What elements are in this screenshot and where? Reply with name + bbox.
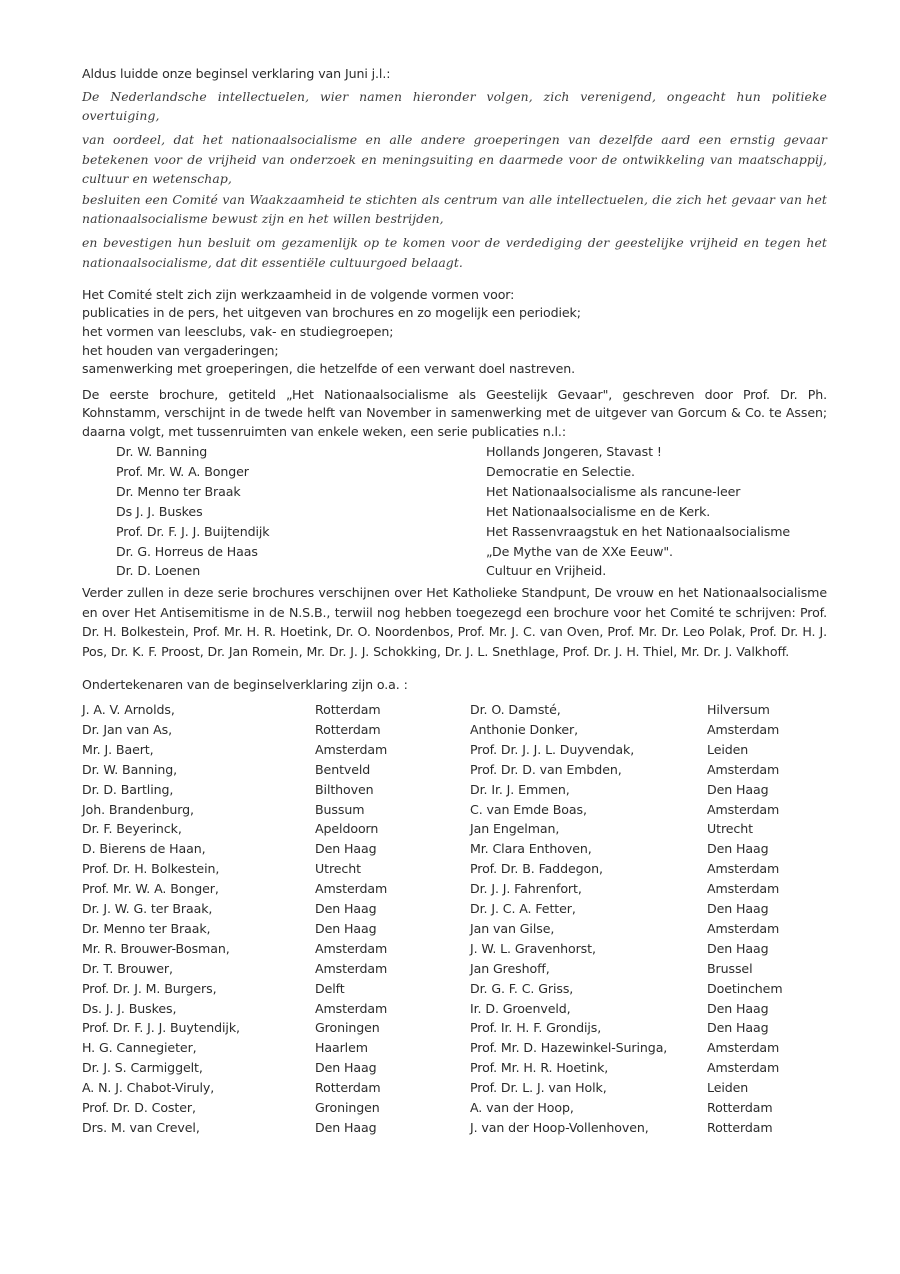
series-title: Democratie en Selectie. (486, 463, 635, 479)
signer-name: Prof. Dr. D. van Embden, (470, 761, 622, 777)
activity-item: het houden van vergaderingen; (82, 342, 279, 358)
activity-item: het vormen van leesclubs, vak- en studiegroepen; (82, 324, 394, 340)
activity-item: publicaties in de pers, het uitgeven van brochures en zo mogelijk een periodiek; (82, 305, 581, 321)
signer-city: Leiden (707, 741, 749, 757)
signer-name: Prof. Mr. H. R. Hoetink, (470, 1060, 609, 1076)
signer-name: J. van der Hoop-Vollenhoven, (470, 1120, 649, 1136)
signer-city: Amsterdam (707, 801, 780, 817)
signer-city: Groningen (315, 1020, 380, 1036)
signer-city: Bentveld (315, 761, 371, 777)
signer-name: Mr. R. Brouwer-Bosman, (82, 940, 230, 956)
signer-city: Amsterdam (315, 881, 388, 897)
signer-city: Amsterdam (707, 1060, 780, 1076)
series-title: Het Nationaalsocialisme en de Kerk. (486, 503, 711, 519)
signer-name: A. van der Hoop, (470, 1100, 574, 1116)
declaration-paragraph: De Nederlandsche intellectuelen, wier namen hieronder volgen, zich verenigend, ongeacht hun politieke overtuiging, (82, 89, 827, 124)
signer-name: Prof. Mr. D. Hazewinkel-Suringa, (470, 1040, 668, 1056)
signer-city: Amsterdam (315, 960, 388, 976)
signer-city: Amsterdam (707, 920, 780, 936)
signer-city: Den Haag (315, 920, 377, 936)
signer-name: A. N. J. Chabot-Viruly, (82, 1080, 215, 1096)
signer-city: Delft (315, 980, 345, 996)
signer-city: Rotterdam (707, 1100, 773, 1116)
brochure-series-list (116, 442, 827, 581)
signer-city: Den Haag (707, 781, 769, 797)
signer-name: Jan Engelman, (470, 821, 560, 837)
signer-name: Dr. W. Banning, (82, 761, 178, 777)
signer-name: H. G. Cannegieter, (82, 1040, 197, 1056)
signer-city: Den Haag (315, 841, 377, 857)
signer-city: Den Haag (707, 901, 769, 917)
series-title: Cultuur en Vrijheid. (486, 563, 607, 579)
signer-city: Brussel (707, 960, 753, 976)
signer-city: Den Haag (315, 1120, 377, 1136)
series-author: Dr. D. Loenen (116, 563, 201, 579)
activities-list (82, 286, 827, 379)
signer-name: Dr. J. C. A. Fetter, (470, 901, 576, 917)
signer-name: Prof. Mr. W. A. Bonger, (82, 881, 219, 897)
signer-city: Amsterdam (707, 761, 780, 777)
series-title: Het Rassenvraagstuk en het Nationaalsocialisme (486, 523, 791, 539)
signer-name: J. A. V. Arnolds, (82, 701, 175, 717)
signer-name: Prof. Dr. H. Bolkestein, (82, 861, 220, 877)
signer-city: Rotterdam (315, 721, 381, 737)
declaration-paragraph: en bevestigen hun besluit om gezamenlijk op te komen voor de verdediging der geestelijke vrijheid en tegen het nationaalsocialisme, dat dit essentiële cultuurgoed belaagt. (82, 235, 827, 270)
series-author: Prof. Mr. W. A. Bonger (116, 463, 249, 479)
series-author: Ds J. J. Buskes (116, 503, 203, 519)
series-author: Prof. Dr. F. J. J. Buijtendijk (116, 523, 270, 539)
signer-city: Utrecht (315, 861, 361, 877)
signer-city: Amsterdam (707, 881, 780, 897)
signer-name: D. Bierens de Haan, (82, 841, 206, 857)
signer-name: Jan van Gilse, (470, 920, 555, 936)
activities-heading: Het Comité stelt zich zijn werkzaamheid in de volgende vormen voor: (82, 286, 515, 302)
signer-city: Amsterdam (315, 1000, 388, 1016)
signer-city: Apeldoorn (315, 821, 379, 837)
series-title: Het Nationaalsocialisme als rancune-leer (486, 483, 741, 499)
signer-city: Den Haag (315, 1060, 377, 1076)
signer-name: Ir. D. Groenveld, (470, 1000, 571, 1016)
signer-city: Leiden (707, 1080, 749, 1096)
signer-name: Prof. Dr. L. J. van Holk, (470, 1080, 607, 1096)
signer-name: Mr. Clara Enthoven, (470, 841, 592, 857)
signer-name: Dr. J. S. Carmiggelt, (82, 1060, 203, 1076)
intro-line: Aldus luidde onze beginsel verklaring van Juni j.l.: (82, 66, 391, 81)
signer-name: Anthonie Donker, (470, 721, 579, 737)
signer-city: Hilversum (707, 701, 770, 717)
signer-name: Prof. Dr. J. J. L. Duyvendak, (470, 741, 635, 757)
declaration (82, 87, 827, 272)
signer-name: Dr. Menno ter Braak, (82, 920, 211, 936)
signer-name: Dr. D. Bartling, (82, 781, 174, 797)
signer-name: Ds. J. J. Buskes, (82, 1000, 177, 1016)
signer-name: Mr. J. Baert, (82, 741, 154, 757)
declaration-paragraph: besluiten een Comité van Waakzaamheid te stichten als centrum van alle intellectuelen, die zich het gevaar van het nationaalsocialisme bewust zijn en het willen bestrijden, (82, 192, 827, 227)
signer-city: Groningen (315, 1100, 380, 1116)
first-brochure-paragraph: De eerste brochure, getiteld „Het Nationaalsocialisme als Geestelijk Gevaar", geschreven door Prof. Dr. Ph. Kohnstamm, verschijnt in de twede helft van November in samenwerking met de uitgever van Gorcum & Co. te Assen; daarna volgt, met tussenruimten van enkele weken, een serie publicaties n.l.: (82, 386, 827, 439)
document-page (82, 64, 827, 1138)
signer-name: Dr. O. Damsté, (470, 701, 561, 717)
signer-name: J. W. L. Gravenhorst, (470, 940, 596, 956)
signer-name: Prof. Dr. D. Coster, (82, 1100, 196, 1116)
signer-city: Amsterdam (315, 741, 388, 757)
signer-city: Amsterdam (707, 861, 780, 877)
signer-city: Bussum (315, 801, 365, 817)
signer-city: Utrecht (707, 821, 753, 837)
signer-city: Rotterdam (315, 1080, 381, 1096)
signer-city: Den Haag (707, 940, 769, 956)
series-title: „De Mythe van de XXe Eeuw". (486, 543, 673, 559)
signer-city: Den Haag (707, 1020, 769, 1036)
signer-name: Dr. G. F. C. Griss, (470, 980, 574, 996)
signer-city: Bilthoven (315, 781, 374, 797)
signer-city: Amsterdam (315, 940, 388, 956)
signer-name: Jan Greshoff, (470, 960, 550, 976)
signer-name: Dr. J. J. Fahrenfort, (470, 881, 582, 897)
activity-item: samenwerking met groeperingen, die hetzelfde of een verwant doel nastreven. (82, 361, 576, 377)
series-title: Hollands Jongeren, Stavast ! (486, 444, 662, 460)
series-author: Dr. W. Banning (116, 444, 208, 460)
signer-city: Rotterdam (707, 1120, 773, 1136)
signer-city: Haarlem (315, 1040, 368, 1056)
signer-name: Prof. Ir. H. F. Grondijs, (470, 1020, 602, 1036)
declaration-paragraph: van oordeel, dat het nationaalsocialisme en alle andere groeperingen van dezelfde aard een ernstig gevaar betekenen voor de vrijheid van onderzoek en meningsuiting en daarmede voor de ontwikkeling van maatschappij, cultuur en wetenschap, (82, 132, 827, 186)
signer-city: Den Haag (707, 841, 769, 857)
signer-name: Prof. Dr. F. J. J. Buytendijk, (82, 1020, 240, 1036)
signer-city: Den Haag (707, 1000, 769, 1016)
series-author: Dr. Menno ter Braak (116, 483, 241, 499)
signer-name: Prof. Dr. B. Faddegon, (470, 861, 603, 877)
further-brochures-paragraph: Verder zullen in deze serie brochures verschijnen over Het Katholieke Standpunt, De vrouw en het Nationaalsocialisme en over Het Antisemitisme in de N.S.B., terwiil nog hebben toegezegd een brochure voor het Comité te schrijven: Prof. Dr. H. Bolkestein, Prof. Mr. H. R. Hoetink, Dr. O. Noordenbos, Prof. Mr. J. C. van Oven, Prof. Mr. Dr. Leo Polak, Prof. Dr. H. J. Pos, Dr. K. F. Proost, Dr. Jan Romein, Mr. Dr. J. J. Schokking, Dr. J. L. Snethlage, Prof. Dr. J. H. Thiel, Mr. Dr. J. Valkhoff. (82, 585, 827, 659)
signer-name: Joh. Brandenburg, (82, 801, 194, 817)
signer-city: Den Haag (315, 901, 377, 917)
signer-city: Rotterdam (315, 701, 381, 717)
signer-name: Drs. M. van Crevel, (82, 1120, 200, 1136)
signer-name: Dr. Ir. J. Emmen, (470, 781, 570, 797)
signer-city: Amsterdam (707, 1040, 780, 1056)
signer-city: Amsterdam (707, 721, 780, 737)
signer-name: Dr. Jan van As, (82, 721, 172, 737)
signer-name: Dr. F. Beyerinck, (82, 821, 182, 837)
signer-name: C. van Emde Boas, (470, 801, 587, 817)
signer-name: Dr. T. Brouwer, (82, 960, 173, 976)
signer-name: Prof. Dr. J. M. Burgers, (82, 980, 217, 996)
signers-table (82, 700, 827, 1138)
signer-name: Dr. J. W. G. ter Braak, (82, 901, 213, 917)
signers-heading: Ondertekenaren van de beginselverklaring zijn o.a. : (82, 676, 408, 692)
signer-city: Doetinchem (707, 980, 783, 996)
series-author: Dr. G. Horreus de Haas (116, 543, 258, 559)
